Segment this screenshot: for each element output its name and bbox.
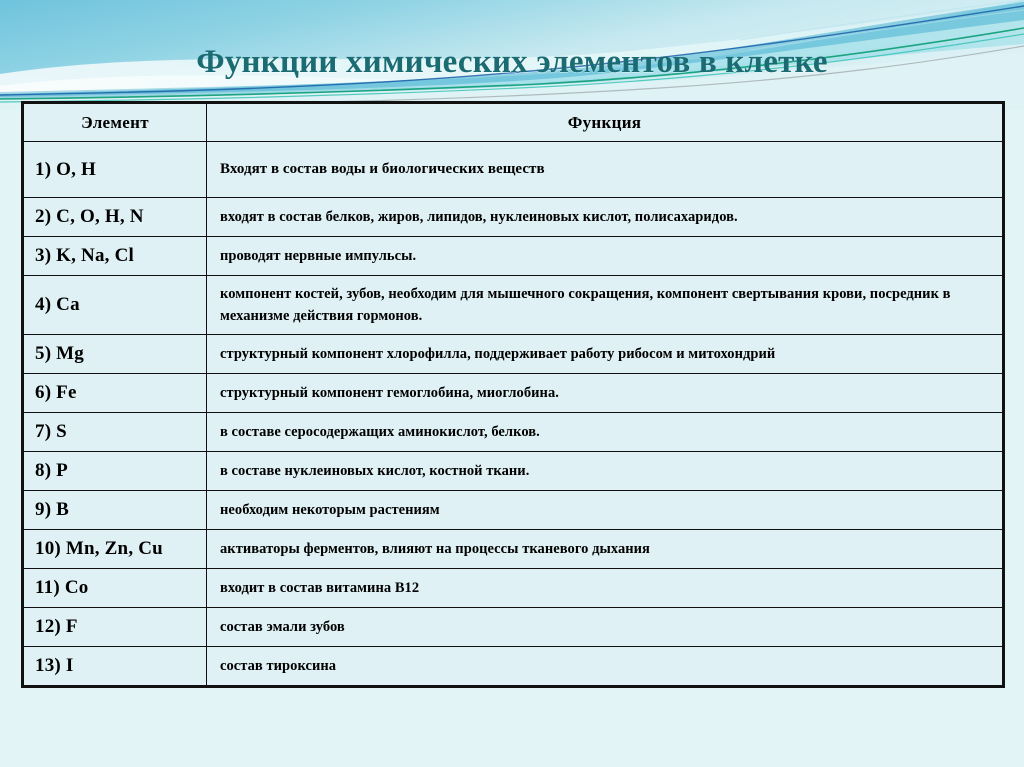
function-cell: проводят нервные импульсы. xyxy=(207,237,1004,276)
element-cell: 9) B xyxy=(23,491,207,530)
table-row xyxy=(23,374,1004,413)
function-cell: в составе нуклеиновых кислот, костной ткани. xyxy=(207,452,1004,491)
column-header-function: Функция xyxy=(207,103,1004,142)
function-cell: состав тироксина xyxy=(207,647,1004,687)
function-cell: входит в состав витамина В12 xyxy=(207,569,1004,608)
element-cell: 13) I xyxy=(23,647,207,687)
table-row xyxy=(23,569,1004,608)
function-cell: входят в состав белков, жиров, липидов, нуклеиновых кислот, полисахаридов. xyxy=(207,198,1004,237)
element-cell: 11) Co xyxy=(23,569,207,608)
function-cell: активаторы ферментов, влияют на процессы тканевого дыхания xyxy=(207,530,1004,569)
table-row xyxy=(23,608,1004,647)
function-cell: необходим некоторым растениям xyxy=(207,491,1004,530)
function-cell: структурный компонент гемоглобина, миоглобина. xyxy=(207,374,1004,413)
function-cell: компонент костей, зубов, необходим для мышечного сокращения, компонент свертывания крови, посредник в механизме действия гормонов. xyxy=(207,276,1004,335)
table-row xyxy=(23,647,1004,687)
table-row xyxy=(23,142,1004,198)
table-row xyxy=(23,276,1004,335)
table-row xyxy=(23,198,1004,237)
element-cell: 4) Ca xyxy=(23,276,207,335)
table-row xyxy=(23,413,1004,452)
column-header-element: Элемент xyxy=(23,103,207,142)
table-body xyxy=(23,142,1004,687)
element-cell: 12) F xyxy=(23,608,207,647)
table-header-row xyxy=(23,103,1004,142)
element-cell: 5) Mg xyxy=(23,335,207,374)
element-cell: 3) K, Na, Cl xyxy=(23,237,207,276)
table-row xyxy=(23,491,1004,530)
element-cell: 1) O, H xyxy=(23,142,207,198)
function-cell: Входят в состав воды и биологических веществ xyxy=(207,142,1004,198)
element-cell: 10) Mn, Zn, Cu xyxy=(23,530,207,569)
table-row xyxy=(23,530,1004,569)
table-row xyxy=(23,335,1004,374)
element-cell: 6) Fe xyxy=(23,374,207,413)
table-row xyxy=(23,452,1004,491)
function-cell: состав эмали зубов xyxy=(207,608,1004,647)
element-cell: 8) P xyxy=(23,452,207,491)
table-header xyxy=(23,103,1004,142)
element-cell: 2) C, O, H, N xyxy=(23,198,207,237)
page-title: Функции химических элементов в клетке xyxy=(196,44,828,81)
table-row xyxy=(23,237,1004,276)
function-cell: в составе серосодержащих аминокислот, белков. xyxy=(207,413,1004,452)
element-cell: 7) S xyxy=(23,413,207,452)
chemical-elements-table xyxy=(21,101,1005,688)
function-cell: структурный компонент хлорофилла, поддерживает работу рибосом и митохондрий xyxy=(207,335,1004,374)
